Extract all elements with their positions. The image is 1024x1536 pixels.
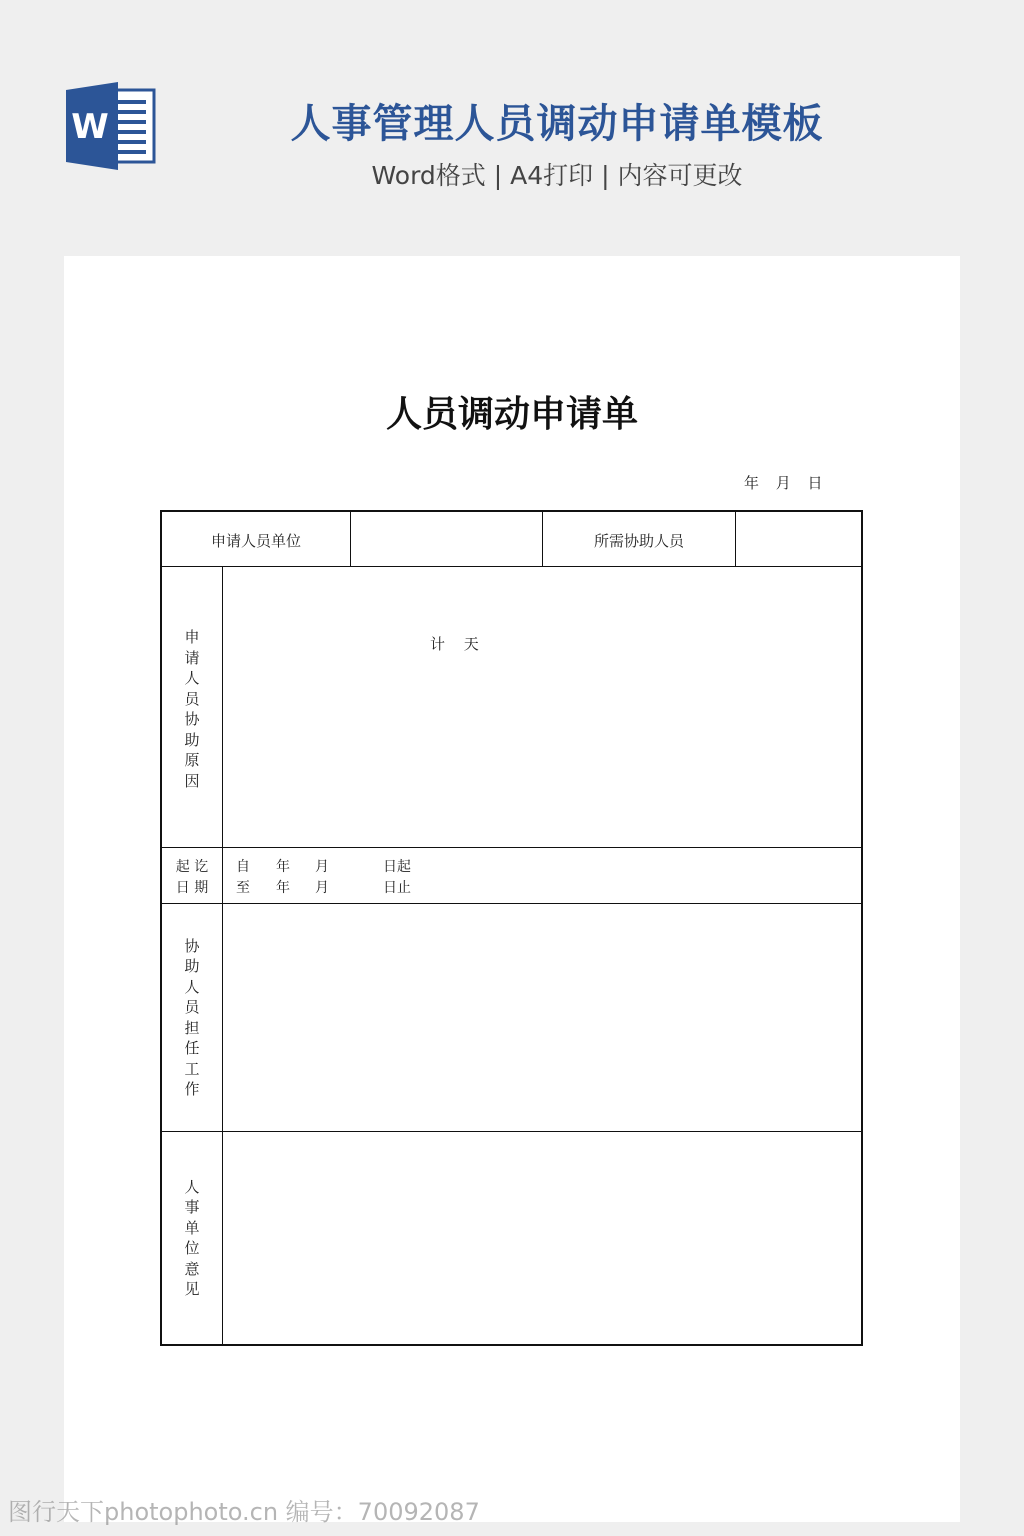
label-char: 员	[184, 998, 200, 1016]
label-char: 协	[184, 936, 200, 955]
reason-field[interactable]	[223, 567, 861, 847]
label-char: 申	[184, 628, 200, 646]
word-logo-letter: W	[71, 107, 109, 147]
to-year: 年	[276, 880, 290, 896]
page-header	[0, 0, 1024, 240]
label-char: 人	[184, 669, 200, 687]
to-month: 月	[315, 880, 329, 896]
label-char: 因	[184, 771, 200, 790]
from-suffix: 日起	[383, 859, 411, 875]
dates-label-line1: 起 讫	[175, 859, 209, 875]
reason-label	[162, 570, 222, 846]
applicant-unit-field[interactable]	[351, 512, 542, 566]
document-title: 人员调动申请单	[385, 393, 638, 435]
day-count-text: 计 天	[430, 635, 479, 653]
dates-label-line2: 日 期	[175, 880, 209, 896]
needed-assistant-field[interactable]	[736, 512, 861, 566]
label-char: 助	[184, 957, 200, 975]
label-char: 位	[184, 1239, 200, 1257]
transfer-form-table	[160, 510, 863, 1346]
label-char: 助	[184, 730, 200, 749]
label-char: 任	[184, 1039, 200, 1057]
label-char: 作	[184, 1080, 200, 1098]
label-char: 担	[184, 1018, 200, 1037]
hr-opinion-label	[162, 1132, 222, 1344]
from-prefix: 自	[236, 859, 250, 875]
duty-label	[162, 904, 222, 1131]
row-divider	[162, 847, 861, 848]
from-month: 月	[315, 859, 329, 875]
label-char: 请	[184, 648, 200, 667]
to-suffix: 日止	[383, 880, 411, 896]
watermark: 图行天下photophoto.cn 编号：70092087	[8, 1498, 480, 1526]
header-subtitle: Word格式 | A4打印 | 内容可更改	[371, 161, 743, 190]
label-char: 意	[184, 1259, 200, 1278]
label-char: 人	[184, 977, 200, 996]
word-logo-icon	[66, 82, 156, 170]
to-prefix: 至	[236, 880, 250, 896]
label-char: 员	[184, 689, 200, 708]
applicant-unit-label: 申请人员单位	[210, 532, 301, 550]
label-char: 事	[184, 1198, 200, 1216]
document-page	[64, 256, 960, 1522]
duty-field[interactable]	[223, 904, 861, 1131]
label-char: 人	[184, 1177, 200, 1196]
label-char: 原	[184, 751, 200, 769]
label-char: 工	[184, 1059, 200, 1078]
hr-opinion-field[interactable]	[223, 1132, 861, 1344]
header-title: 人事管理人员调动申请单模板	[290, 101, 824, 147]
from-year: 年	[276, 859, 290, 875]
label-char: 单	[184, 1218, 200, 1237]
date-line: 年 月 日	[744, 474, 825, 492]
needed-assistant-label: 所需协助人员	[593, 532, 684, 550]
label-char: 协	[184, 710, 200, 728]
label-char: 见	[184, 1280, 200, 1298]
